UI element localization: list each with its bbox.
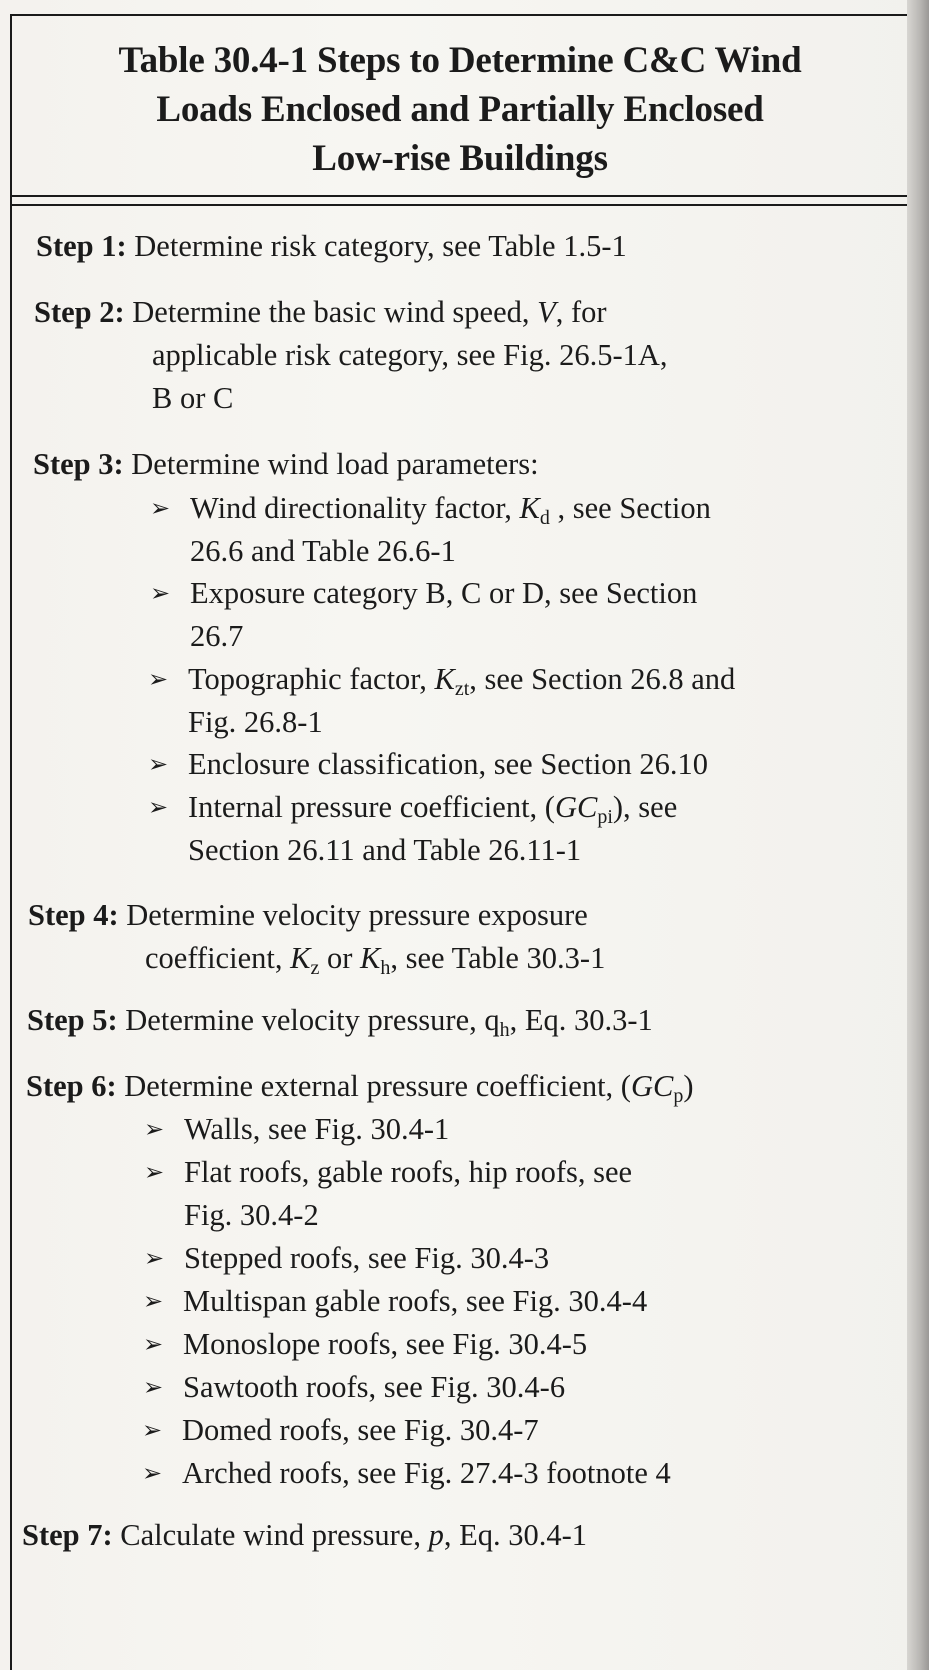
symbol-k: K [519, 491, 540, 525]
step-4-text-or: or [319, 941, 360, 975]
item-text-end: , see Section [549, 491, 711, 525]
step-6-label: Step 6: [26, 1069, 117, 1103]
step-2-line-3: B or C [152, 381, 234, 415]
step-3-item-1 [150, 486, 711, 531]
arrow-bullet-icon: ➢ [150, 581, 171, 607]
step-6-item-6 [143, 1365, 565, 1410]
step-3-item-1-cont: 26.6 and Table 26.6-1 [190, 534, 456, 568]
step-3-item-2 [150, 571, 697, 616]
step-7-text-b: , Eq. 30.4-1 [443, 1518, 587, 1552]
item-text: Flat roofs, gable roofs, hip roofs, see [184, 1155, 633, 1189]
symbol-gc: GC [554, 790, 598, 824]
step-6-item-5 [143, 1322, 587, 1367]
step-6 [26, 1064, 694, 1108]
symbol-gc: GC [630, 1069, 674, 1103]
item-text: Sawtooth roofs, see Fig. 30.4-6 [183, 1370, 566, 1404]
subscript-p: p [673, 1085, 684, 1107]
item-text: Enclosure classification, see Section 26.10 [188, 747, 709, 781]
step-7-text-a: Calculate wind pressure, [120, 1518, 429, 1552]
step-6-item-2 [144, 1150, 632, 1195]
item-text: Topographic factor, [188, 662, 435, 696]
item-text: Exposure category B, C or D, see Section [190, 576, 698, 610]
arrow-bullet-icon: ➢ [142, 1418, 163, 1444]
arrow-bullet-icon: ➢ [150, 496, 171, 522]
item-text: Walls, see Fig. 30.4-1 [184, 1112, 450, 1146]
step-1 [36, 224, 627, 268]
item-text-end: , see Section 26.8 and [469, 662, 736, 696]
arrow-bullet-icon: ➢ [143, 1332, 164, 1358]
step-6-item-3 [144, 1236, 549, 1281]
step-4-text-end: , see Table 30.3-1 [390, 941, 606, 975]
step-4 [28, 893, 588, 937]
step-6-item-8 [142, 1451, 671, 1496]
arrow-bullet-icon: ➢ [143, 1289, 164, 1315]
step-6-item-7 [142, 1408, 539, 1453]
step-4-label: Step 4: [28, 898, 119, 932]
step-2-text-b: , for [555, 295, 607, 329]
item-text: Monoslope roofs, see Fig. 30.4-5 [183, 1327, 588, 1361]
item-text: Multispan gable roofs, see Fig. 30.4-4 [183, 1284, 648, 1318]
arrow-bullet-icon: ➢ [144, 1160, 165, 1186]
symbol-p: p [428, 1518, 444, 1552]
step-4-line-2 [145, 936, 605, 980]
item-text: Wind directionality factor, [190, 491, 520, 525]
step-3-item-4 [148, 742, 708, 787]
subscript-pi: pi [597, 806, 613, 828]
step-5-text-a: Determine velocity pressure, q [125, 1003, 500, 1037]
item-text: Stepped roofs, see Fig. 30.4-3 [184, 1241, 550, 1275]
title-line-3: Low-rise Buildings [312, 138, 608, 179]
step-3-item-5 [148, 785, 677, 830]
step-6-item-4 [143, 1279, 647, 1324]
step-4-text-b: coefficient, [145, 941, 291, 975]
title-line-2: Loads Enclosed and Partially Enclosed [156, 89, 764, 130]
subscript-h: h [380, 957, 391, 979]
item-text-end: ), see [612, 790, 678, 824]
step-6-item-2-cont: Fig. 30.4-2 [184, 1198, 319, 1232]
step-2-label: Step 2: [34, 295, 125, 329]
arrow-bullet-icon: ➢ [144, 1117, 165, 1143]
step-4-text: Determine velocity pressure exposure [126, 898, 588, 932]
item-text: Arched roofs, see Fig. 27.4-3 footnote 4 [182, 1456, 671, 1490]
title-line-1: Table 30.4-1 Steps to Determine C&C Wind [118, 40, 802, 81]
step-3-label: Step 3: [33, 447, 124, 481]
subscript-h: h [499, 1019, 510, 1041]
step-7-label: Step 7: [22, 1518, 113, 1552]
step-3-item-2-cont: 26.7 [190, 619, 244, 653]
arrow-bullet-icon: ➢ [142, 1461, 163, 1487]
arrow-bullet-icon: ➢ [148, 667, 169, 693]
arrow-bullet-icon: ➢ [143, 1375, 164, 1401]
step-2-symbol-v: V [537, 295, 556, 329]
arrow-bullet-icon: ➢ [148, 795, 169, 821]
item-text: Internal pressure coefficient, ( [188, 790, 555, 824]
subscript-zt: zt [454, 678, 470, 700]
step-7 [22, 1513, 587, 1557]
step-2-line-2: applicable risk category, see Fig. 26.5-1A, [152, 338, 668, 372]
step-5-text-b: , Eq. 30.3-1 [509, 1003, 653, 1037]
symbol-k: K [434, 662, 455, 696]
step-2-text-a: Determine the basic wind speed, [132, 295, 538, 329]
step-3 [33, 442, 539, 486]
arrow-bullet-icon: ➢ [148, 752, 169, 778]
arrow-bullet-icon: ➢ [144, 1246, 165, 1272]
symbol-k: K [360, 941, 381, 975]
item-text: Domed roofs, see Fig. 30.4-7 [182, 1413, 539, 1447]
subscript-z: z [310, 957, 320, 979]
step-2 [34, 290, 607, 334]
step-5-label: Step 5: [27, 1003, 118, 1037]
step-1-label: Step 1: [36, 229, 127, 263]
step-3-item-3-cont: Fig. 26.8-1 [188, 705, 323, 739]
step-3-item-5-cont: Section 26.11 and Table 26.11-1 [188, 833, 582, 867]
subscript-d: d [539, 507, 550, 529]
step-6-text-a: Determine external pressure coefficient, ( [124, 1069, 631, 1103]
step-3-item-3 [148, 657, 735, 702]
step-3-text: Determine wind load parameters: [131, 447, 539, 481]
step-1-text: Determine risk category, see Table 1.5-1 [134, 229, 627, 263]
step-5 [27, 998, 653, 1042]
step-6-item-1 [144, 1107, 449, 1152]
step-6-text-b: ) [683, 1069, 694, 1103]
symbol-k: K [290, 941, 311, 975]
